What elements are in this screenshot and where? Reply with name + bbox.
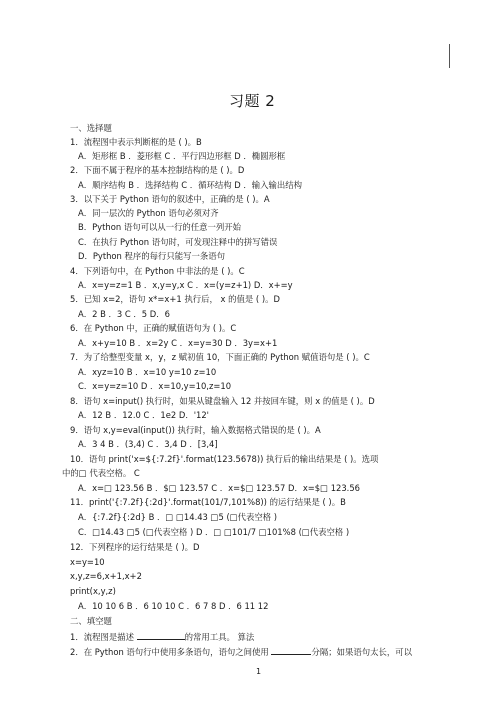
answer-blank [137,631,185,640]
question-10-note: 中的□ 代表空格。 C [62,468,140,478]
question-5: 5．已知 x=2，语句 x*=x+1 执行后， x 的值是 ( )。D [70,294,280,304]
question-8: 8．语句 x=input() 执行时，如果从键盘输入 12 并按回车键，则 x 的值是 ( )。D [70,396,375,406]
code-line-3: print(x,y,z) [70,586,116,596]
question-10: 10．语句 print('x=${:7.2f}'.format(123.5678)) 执行后的输出结果是 ( )。选项 [70,454,379,464]
fill-question-1 [70,631,254,642]
answer-blank [271,646,311,655]
question-11: 11．print('{:7.2f}{:2d}'.format(101/7,101%8)) 的运行结果是 ( )。B [70,497,346,507]
fill-question-2 [70,646,412,657]
question-1-options: A．矩形框 B ．菱形框 C ．平行四边形框 D ．椭圆形框 [78,151,286,161]
question-6-options: A．x+y=10 B ．x=2y C ．x=y=30 D ．3y=x+1 [78,338,278,348]
question-5-options: A．2 B ．3 C ．5 D．6 [78,309,170,319]
page-edge-mark [449,44,450,68]
page-title: 习题 2 [229,92,276,110]
question-4-options: A．x=y=z=1 B ．x,y=y,x C ．x=(y=z+1) D．x+=y [78,280,293,290]
question-2: 2．下面不属于程序的基本控制结构的是 ( )。D [70,165,245,175]
question-12-options: A．10 10 6 B ．6 10 10 C ．6 7 8 D ．6 11 12 [78,601,269,611]
question-3-option-c: C．在执行 Python 语句时，可发现注释中的拼写错误 [78,237,278,247]
question-6: 6．在 Python 中，正确的赋值语句为 ( )。C [70,323,237,333]
question-11-options-ab: A．{:7.2f}{:2d} B ．□ □14.43 □5 (□代表空格 ) [78,512,278,522]
question-11-options-cd: C．□14.43 □5 (□代表空格 ) D ．□ □101/7 □101%8 (□代表空格 ) [78,527,350,537]
fill-question-1-answer: 的常用工具。 算法 [184,632,255,642]
page-number: 1 [256,667,262,676]
fill-question-2-text: 2．在 Python 语句行中使用多条语句，语句之间使用 [70,647,272,657]
section-heading-choice: 一、选择题 [70,123,112,133]
question-9-options: A．3 4 B ．(3,4) C ．3,4 D ．[3,4] [78,439,218,449]
question-7-options-ab: A．xyz=10 B ．x=10 y=10 z=10 [78,367,217,377]
question-3-option-b: B．Python 语句可以从一行的任意一列开始 [78,222,242,232]
question-3-option-a: A．同一层次的 Python 语句必须对齐 [78,208,219,218]
section-heading-fill: 二、填空题 [70,616,112,626]
code-line-1: x=y=10 [70,557,105,567]
question-4: 4．下列语句中，在 Python 中非法的是 ( )。C [70,266,245,276]
question-9: 9．语句 x,y=eval(input()) 执行时，输入数据格式错误的是 ( )。A [70,425,321,435]
fill-question-1-text: 1．流程图是描述 [70,632,137,642]
question-7: 7．为了给整型变量 x，y，z 赋初值 10，下面正确的 Python 赋值语句是 ( )。C [70,352,370,362]
question-12: 12．下列程序的运行结果是 ( )。D [70,542,200,552]
question-2-options: A．顺序结构 B ．选择结构 C ．循环结构 D ．输入输出结构 [78,180,302,190]
question-10-options: A．x=□ 123.56 B ．$□ 123.57 C ．x=$□ 123.57 D．x=$□ 123.56 [78,483,361,493]
fill-question-2-tail: 分隔；如果语句太长，可以 [311,647,412,657]
question-3-option-d: D．Python 程序的每行只能写一条语句 [78,251,226,261]
code-line-2: x,y,z=6,x+1,x+2 [70,571,142,581]
question-7-options-cd: C．x=y=z=10 D ．x=10,y=10,z=10 [78,381,232,391]
question-1: 1．流程图中表示判断框的是 ( )。B [70,137,202,147]
question-8-options: A．12 B ．12.0 C ．1e2 D．'12' [78,410,209,420]
question-3: 3．以下关于 Python 语句的叙述中，正确的是 ( )。A [70,194,270,204]
